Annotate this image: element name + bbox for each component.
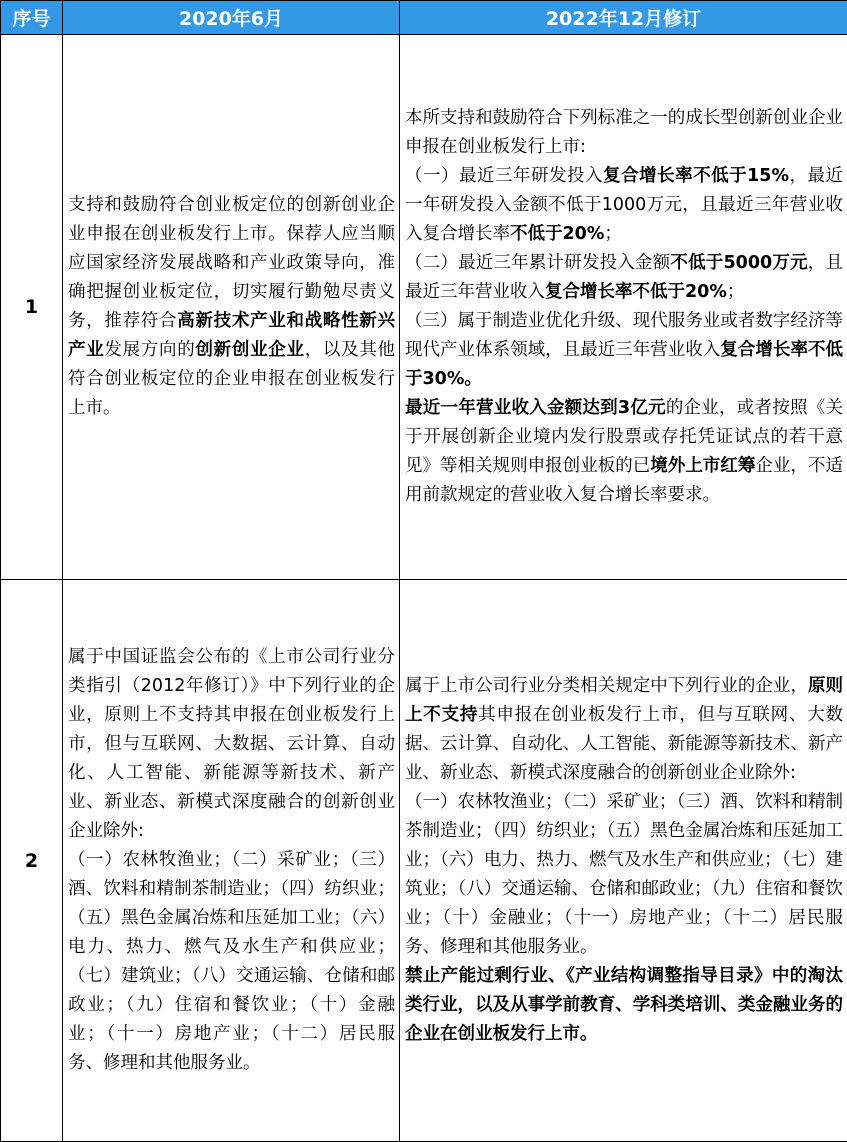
header-row <box>1 1 847 35</box>
text-segment: （一）最近三年研发投入 <box>405 166 604 186</box>
bold-text: 不低于5000万元 <box>670 253 808 273</box>
paragraph <box>405 249 843 307</box>
bold-text: 复合增长率不低于30%。 <box>405 340 843 389</box>
row-index: 2 <box>1 580 63 1142</box>
bold-text: 禁止产能过剩行业、《产业结构调整指导目录》中的淘汰类行业，以及从事学前教育、学科类培训、类金融业务的企业在创业板发行上市。 <box>405 966 843 1044</box>
cell-2022-text <box>400 580 847 1142</box>
paragraph <box>405 788 843 962</box>
cell-2022-text <box>400 35 847 580</box>
bold-text: 复合增长率不低于15% <box>603 166 789 186</box>
paragraph <box>68 643 395 846</box>
text-segment: （三）属于制造业优化升级、现代服务业或者数字经济等现代产业体系领域，且最近三年营业收入 <box>405 311 843 360</box>
paragraph <box>405 672 843 788</box>
bold-text: 复合增长率不低于20% <box>545 282 727 302</box>
table-row <box>1 580 847 1142</box>
text-segment: 属于上市公司行业分类相关规定中下列行业的企业， <box>405 676 808 696</box>
cell-2020-text <box>63 580 400 1142</box>
table-row <box>1 35 847 580</box>
text-segment: （二）最近三年累计研发投入金额 <box>405 253 671 273</box>
header-2022-dec-revised: 2022年12月修订 <box>400 1 847 35</box>
text-segment: ； <box>604 224 622 244</box>
text-segment: 属于中国证监会公布的《上市公司行业分类指引（2012年修订）》中下列行业的企业，原则上不支持其申报在创业板发行上市，但与互联网、大数据、云计算、自动化、人工智能、新能源等新技术、新产业、新业态、新模式深度融合的创新创业企业除外: <box>68 647 395 841</box>
bold-text: 不低于20% <box>510 224 605 244</box>
text-segment: （一）农林牧渔业；（二）采矿业；（三）酒、饮料和精制茶制造业；（四）纺织业；（五）黑色金属冶炼和压延加工业；（六）电力、热力、燃气及水生产和供应业；（七）建筑业；（八）交通运输、仓储和邮政业；（九）住宿和餐饮业；（十）金融业；（十一）房地产业；（十二）居民服务、修理和其他服务业。 <box>68 850 395 1073</box>
header-2020-june: 2020年6月 <box>63 1 400 35</box>
paragraph <box>405 962 843 1049</box>
bold-text: 境外上市红筹 <box>650 456 756 476</box>
paragraph <box>405 162 843 249</box>
text-segment: 支持和鼓励符合创业板定位的创新创业企业申报在创业板发行上市。保荐人应当顺应国家经济发展战略和产业政策导向，准确把握创业板定位，切实履行勤勉尽责义务，推荐符合 <box>68 195 395 331</box>
paragraph <box>405 394 843 510</box>
paragraph <box>68 846 395 1078</box>
text-segment: 其申报在创业板发行上市，但与互联网、大数据、云计算、自动化、人工智能、新能源等新技术、新产业、新业态、新模式深度融合的创新创业企业除外: <box>405 705 844 783</box>
cell-2020-text <box>63 35 400 580</box>
text-segment: ，最近一年研发投入金额不低于1000万元，且最近三年营业收入复合增长率 <box>405 166 844 244</box>
bold-text: 创新创业企业 <box>195 340 305 360</box>
row-index: 1 <box>1 35 63 580</box>
text-segment: 发展方向的 <box>104 340 196 360</box>
paragraph <box>405 104 843 162</box>
text-segment: 本所支持和鼓励符合下列标准之一的成长型创新创业企业申报在创业板发行上市: <box>405 108 843 157</box>
text-segment: ； <box>726 282 745 302</box>
bold-text: 原则上不支持 <box>405 676 844 725</box>
bold-text: 最近一年营业收入金额达到3亿元 <box>405 398 666 418</box>
text-segment: ，且最近三年营业收入 <box>405 253 843 302</box>
bold-text: 高新技术产业和战略性新兴产业 <box>68 311 396 360</box>
paragraph <box>68 191 395 423</box>
text-segment: 企业，不适用前款规定的营业收入复合增长率要求。 <box>405 456 844 505</box>
text-segment: 的企业，或者按照《关于开展创新企业境内发行股票或存托凭证试点的若干意见》等相关规则申报创业板的已 <box>405 398 843 476</box>
text-segment: （一）农林牧渔业；（二）采矿业；（三）酒、饮料和精制茶制造业；（四）纺织业；（五）黑色金属冶炼和压延加工业；（六）电力、热力、燃气及水生产和供应业；（七）建筑业；（八）交通运输、仓储和邮政业；（九）住宿和餐饮业；（十）金融业；（十一）房地产业；（十二）居民服务、修理和其他服务业。 <box>405 792 843 957</box>
header-index: 序号 <box>1 1 63 35</box>
text-segment: ，以及其他符合创业板定位的企业申报在创业板发行上市。 <box>68 340 396 418</box>
paragraph <box>405 307 843 394</box>
